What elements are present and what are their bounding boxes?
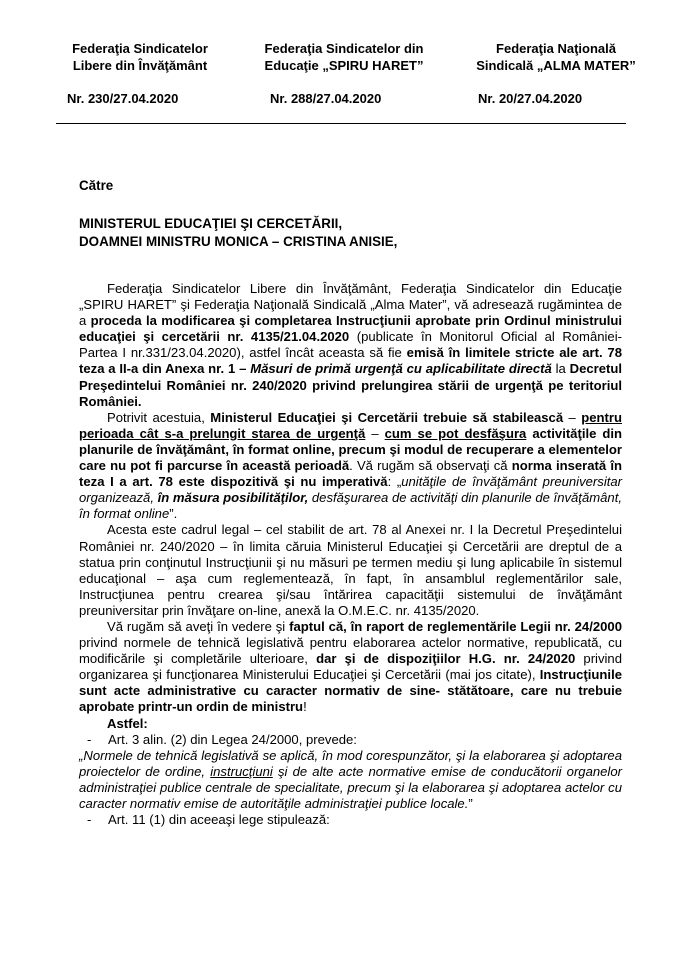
bullet-art-11 — [79, 812, 622, 828]
federation-alma-mater — [462, 41, 650, 74]
quote-text-1: „Normele de tehnică legislativă se aplică, în mod corespunzător, şi la elaborarea şi adoptarea proiectelor de ordine, — [79, 747, 622, 779]
letter-body — [79, 281, 622, 828]
quote-art-3 — [79, 748, 622, 812]
bullet-dash: - — [87, 812, 92, 828]
quote-close: ” — [468, 796, 473, 811]
addressee-ministry: MINISTERUL EDUCAŢIEI ŞI CERCETĂRII, — [79, 216, 343, 231]
p4-text-3: privind organizarea şi funcţionarea Ministerului Educaţiei şi Cercetării (mai jos citate), — [79, 651, 622, 683]
p1-text-3: la — [551, 361, 570, 377]
salutation-to: Către — [79, 178, 114, 193]
astfel-heading: Astfel: — [107, 715, 148, 731]
p2-period: pentru perioada cât s-a prelungit starea de urgenţă — [79, 409, 622, 441]
p2-quote-1: unităţile de învăţământ preuniversitar organizează, — [79, 474, 623, 506]
p2-text-2: . Vă rugăm să observaţi că — [349, 458, 512, 474]
federation-alma-mater-line1: Federaţia Naţională — [496, 41, 616, 56]
p2-activities: activităţile din planurile de învăţământ, în format online, precum şi modul de recuperare a elementelor care nu pot fi parcurse în această perioadă — [79, 425, 623, 474]
federation-spiru-haret — [246, 41, 442, 74]
paragraph-ministry-duty — [79, 410, 622, 523]
quote-instructions: instrucţiuni — [210, 763, 273, 779]
p1-text-1: Federaţia Sindicatelor Libere din Învăţământ, Federaţia Sindicatelor din Educaţie „SPIRU HARET” şi Federaţia Naţională Sindicală „Alma Mater”, vă adresează rugămintea de a — [79, 281, 622, 329]
federation-alma-mater-line2: Sindicală „ALMA MATER” — [476, 57, 636, 73]
p4-hg-24-2020: dar şi de dispoziţiilor H.G. nr. 24/2020 — [316, 651, 576, 667]
header-divider — [56, 123, 626, 124]
paragraph-instructions — [79, 619, 622, 716]
registration-number-spiru-haret: Nr. 288/27.04.2020 — [270, 91, 382, 106]
p2-dash-1: – — [563, 409, 582, 425]
bullet-dash: - — [87, 731, 92, 747]
federation-spiru-haret-line2: Educaţie „SPIRU HARET” — [264, 57, 424, 73]
p3-text: Acesta este cadrul legal – cel stabilit de art. 78 al Anexei nr. I la Decretul Preşedintelui României nr. 240/2020 – în limita căruia Ministerul Educaţiei şi Cercetării are dreptul de a statua prin conţinutul Instrucţiunii şi nu măsuri pe termen mediu şi lung aplicabile în sistemul educaţional – aşa cum reglementează, în fapt, în ansamblul reglementărilor sale, Instrucţiunea pentru crearea şi/sau întărirea capacităţii sistemului de învăţământ preuniversitar prin învăţare on-line, anexă la O.M.E.C. nr. 4135/2020. — [79, 522, 622, 618]
federation-fsli — [58, 41, 222, 74]
p4-law-24-2000: faptul că, în raport de reglementările Legii nr. 24/2000 — [289, 618, 622, 634]
federation-fsli-line1: Federaţia Sindicatelor — [72, 41, 208, 56]
bullet-art-3 — [79, 732, 622, 748]
p2-dash-2: – — [365, 425, 385, 441]
p1-text-2: (publicate în Monitorul Oficial al României- Partea I nr.331/23.04.2020), astfel încât aceasta să fie — [79, 329, 622, 361]
bullet-art-11-text: Art. 11 (1) din aceeaşi lege stipulează: — [108, 812, 330, 828]
p1-decree-reference: Decretul Preşedintelui României nr. 240/2020 privind prelungirea stării de urgenţă pe teritoriul României. — [79, 361, 623, 409]
p4-excl: ! — [303, 699, 307, 715]
p1-order-reference: proceda la modificarea şi completarea Instrucţiunii aprobate prin Ordinul ministrului educaţiei şi cercetării nr. 4135/21.04.2020 — [79, 313, 622, 345]
addressee-minister: DOAMNEI MINISTRU MONICA – CRISTINA ANISIE, — [79, 233, 398, 249]
p2-quote-possible: în măsura posibilităţilor, — [157, 490, 309, 506]
paragraph-legal-framework — [79, 522, 622, 619]
p2-ministry: Ministerul Educaţiei şi Cercetării trebuie să stabilească — [210, 409, 564, 425]
registration-number-fsli: Nr. 230/27.04.2020 — [67, 91, 179, 106]
p4-text-1: Vă rugăm să aveţi în vedere şi — [107, 618, 290, 634]
quote-text-2: şi de alte acte normative emise de conducătorii organelor administraţiei publice centrale de specialitate, precum şi la elaborarea şi adoptarea actelor cu caracter normativ emise de autorităţile administraţiei publice locale. — [79, 763, 622, 811]
p1-urgent-measures: Măsuri de primă urgenţă cu aplicabilitate directă — [250, 361, 552, 377]
p2-how: cum se pot desfăşura — [384, 425, 527, 441]
bullet-art-3-text: Art. 3 alin. (2) din Legea 24/2000, prevede: — [108, 731, 357, 747]
federation-fsli-line2: Libere din Învăţământ — [72, 57, 208, 73]
addressee-block — [79, 215, 397, 250]
p4-text-2: privind normele de tehnică legislativă pentru elaborarea actelor normative, republicată, cu modificările şi completările ulterioare, — [79, 635, 622, 667]
p2-quote-2: desfăşurarea de activităţi din planurile de învăţământ, în format online — [79, 490, 622, 522]
p2-close: ”. — [169, 506, 178, 522]
p2-text-1: Potrivit acestuia, — [107, 409, 211, 425]
p1-strict-limits: emisă în limitele stricte ale art. 78 teza a II-a din Anexa nr. 1 – — [79, 345, 623, 377]
federation-spiru-haret-line1: Federaţia Sindicatelor din — [264, 41, 424, 56]
p4-conclusion: Instrucţiunile sunt acte administrative cu caracter normativ de sine- stătătoare, care nu trebuie aprobate printr-un ordin de ministru — [79, 667, 622, 715]
paragraph-request — [79, 281, 622, 410]
registration-number-alma-mater: Nr. 20/27.04.2020 — [478, 91, 583, 106]
letterhead — [40, 41, 640, 81]
p2-colon: : „ — [387, 474, 402, 490]
p2-norm: norma inserată în teza I a art. 78 este dispozitivă şi nu imperativă — [79, 458, 622, 490]
